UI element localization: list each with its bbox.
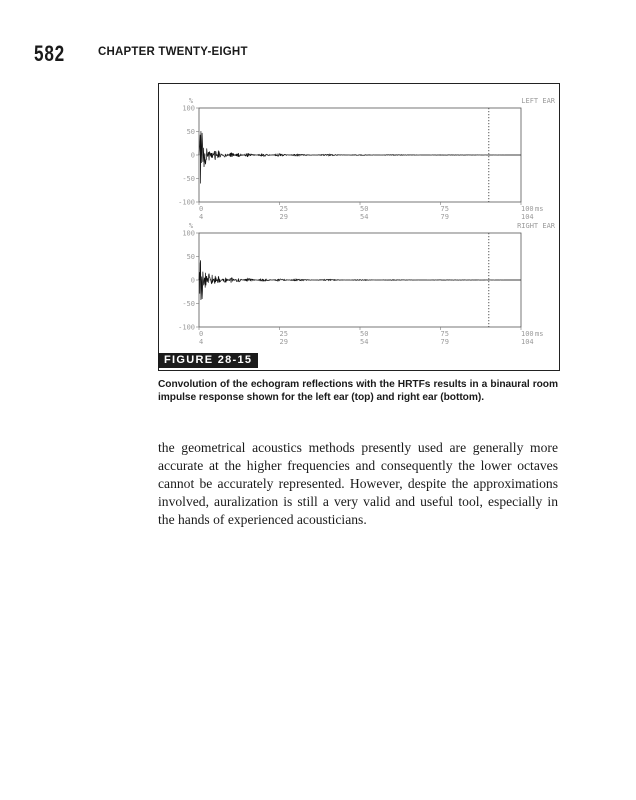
left-ear-xlabel: ms (535, 205, 544, 213)
right-ear-ytick-label: 0 (190, 276, 195, 285)
left-ear-ytick-label: 0 (190, 151, 195, 160)
right-ear-xtick-label: 0 (199, 330, 204, 338)
body-paragraph: the geometrical acoustics methods presently used are generally more accurate at the higher frequencies and consequently the lower octaves cannot be accurately represented. However, despite the approximations involved, auralization is still a very valid and useful tool, especially in the hands of experienced acousticians. (158, 440, 558, 527)
left-ear-xtick-label: 100 (521, 205, 534, 213)
left-ear-xtick-label: 0 (199, 205, 204, 213)
right-ear-ytick-label: -100 (178, 323, 195, 332)
left-ear-ytick-label: -50 (182, 175, 195, 183)
right-ear-xtick-secondary-label: 79 (440, 338, 449, 346)
left-ear-xtick-secondary-label: 104 (521, 213, 534, 221)
right-ear-ylabel: % (188, 222, 194, 230)
right-ear-ytick-label: -50 (182, 300, 195, 308)
left-ear-xtick-secondary-label: 4 (199, 213, 204, 221)
left-ear-xtick-label: 50 (360, 205, 369, 213)
left-ear-impulse-response-line (199, 131, 521, 183)
right-ear-title: RIGHT EAR (517, 222, 555, 230)
right-ear-xtick-secondary-label: 54 (360, 338, 369, 346)
left-ear-xtick-label: 25 (279, 205, 288, 213)
right-ear-ytick-label: 50 (186, 253, 195, 261)
figure-caption: Convolution of the echogram reflections with the HRTFs results in a binaural room impulse response shown for the left ear (top) and right ear (bottom). (158, 379, 558, 403)
echogram-figure (159, 84, 559, 370)
left-ear-ytick-label: -100 (178, 198, 195, 207)
right-ear-xlabel: ms (535, 330, 544, 338)
right-ear-xtick-label: 50 (360, 330, 369, 338)
figure-box (158, 83, 560, 371)
right-ear-xtick-label: 25 (279, 330, 288, 338)
left-ear-xtick-secondary-label: 54 (360, 213, 369, 221)
chapter-title: CHAPTER TWENTY-EIGHT (98, 46, 248, 58)
left-ear-ytick-label: 100 (182, 104, 195, 113)
left-ear-xtick-secondary-label: 79 (440, 213, 449, 221)
page-number: 582 (34, 41, 65, 66)
right-ear-xtick-secondary-label: 29 (279, 338, 288, 346)
right-ear-xtick-label: 75 (440, 330, 449, 338)
right-ear-xtick-label: 100 (521, 330, 534, 338)
right-ear-ytick-label: 100 (182, 229, 195, 238)
right-ear-xtick-secondary-label: 4 (199, 338, 204, 346)
left-ear-title: LEFT EAR (521, 97, 555, 105)
left-ear-xtick-secondary-label: 29 (279, 213, 288, 221)
left-ear-xtick-label: 75 (440, 205, 449, 213)
left-ear-ylabel: % (188, 97, 194, 105)
right-ear-xtick-secondary-label: 104 (521, 338, 534, 346)
figure-label: FIGURE 28-15 (158, 353, 258, 368)
left-ear-ytick-label: 50 (186, 128, 195, 136)
